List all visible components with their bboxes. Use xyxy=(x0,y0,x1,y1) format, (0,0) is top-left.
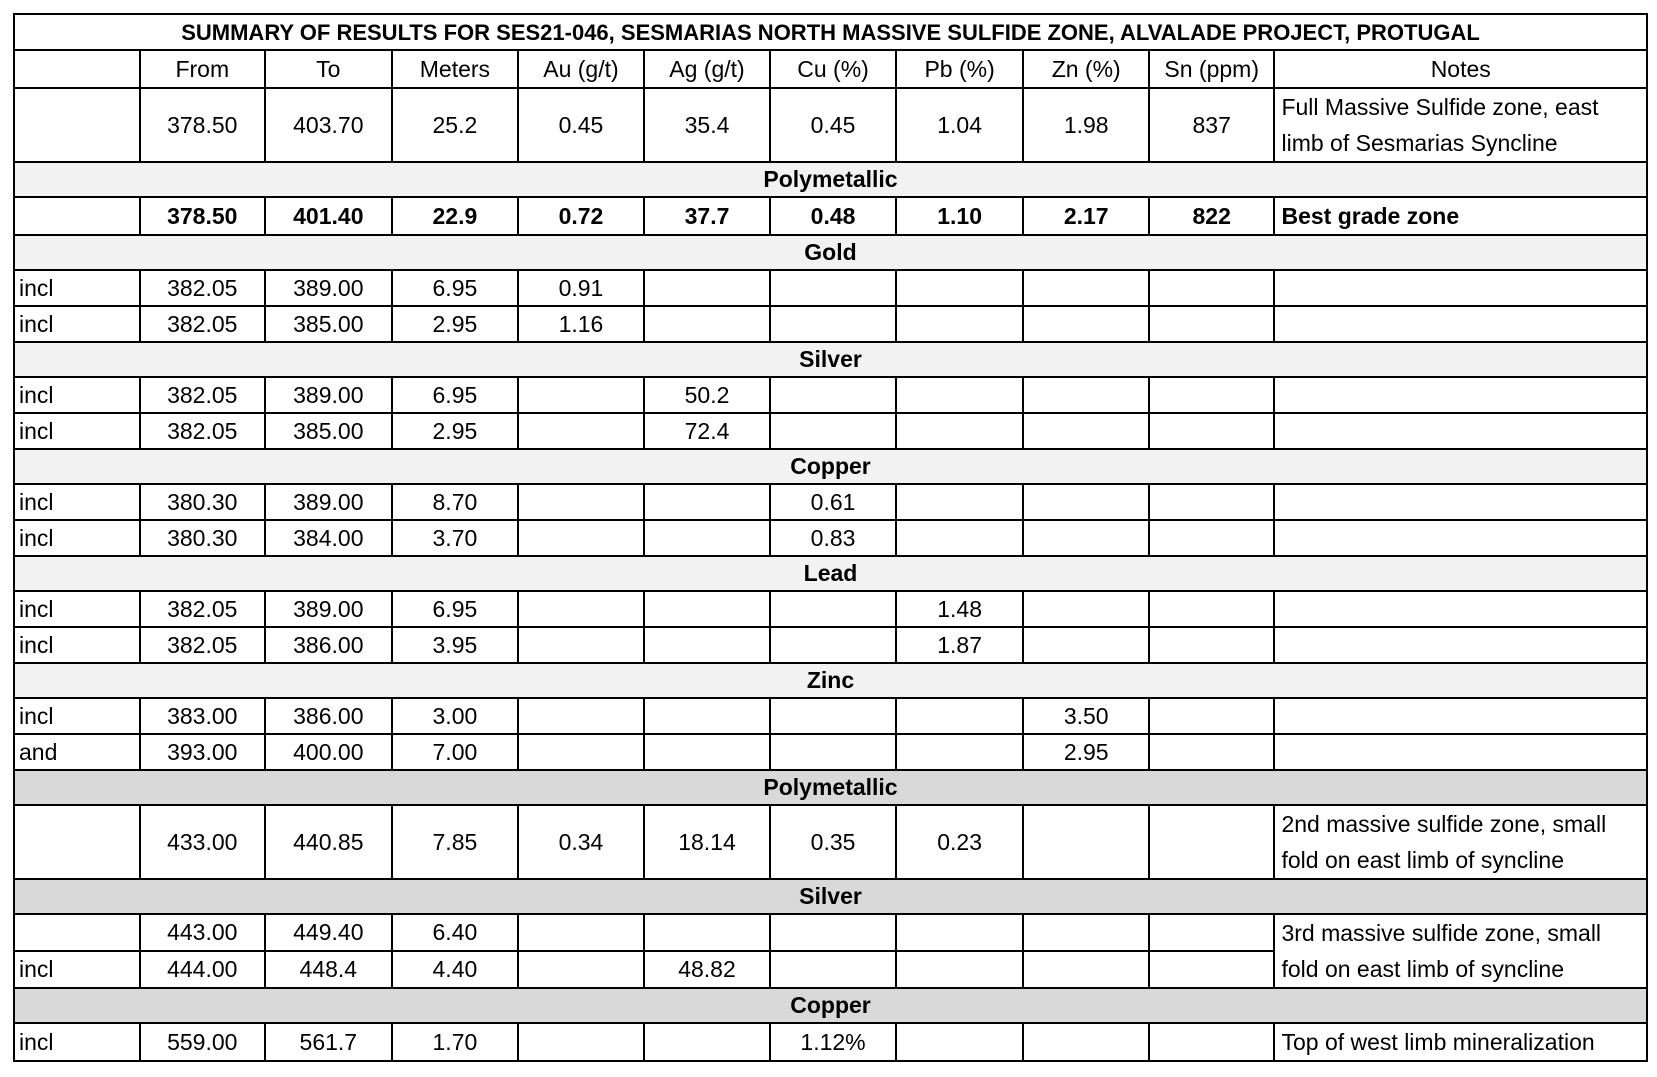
to-cell: 389.00 xyxy=(265,484,392,520)
cu-cell xyxy=(770,914,896,951)
ag-cell xyxy=(644,1023,771,1061)
sn-cell: 837 xyxy=(1149,88,1275,162)
ag-cell: 48.82 xyxy=(644,951,771,988)
cu-cell xyxy=(770,413,896,449)
interval-qualifier: incl xyxy=(14,484,140,520)
table-body xyxy=(14,14,1647,1061)
au-cell xyxy=(518,591,644,627)
results-summary-table xyxy=(13,13,1648,1062)
section-header-row xyxy=(14,449,1647,484)
cu-cell xyxy=(770,270,896,306)
to-cell: 389.00 xyxy=(265,591,392,627)
column-header: Pb (%) xyxy=(896,50,1024,88)
interval-qualifier: incl xyxy=(14,270,140,306)
au-cell xyxy=(518,413,644,449)
cu-cell xyxy=(770,377,896,413)
cu-cell xyxy=(770,951,896,988)
pb-cell: 1.04 xyxy=(896,88,1024,162)
interval-qualifier: incl xyxy=(14,627,140,663)
cu-cell xyxy=(770,627,896,663)
pb-cell xyxy=(896,951,1024,988)
ag-cell xyxy=(644,914,771,951)
interval-qualifier: incl xyxy=(14,520,140,556)
to-cell: 384.00 xyxy=(265,520,392,556)
notes-cell xyxy=(1274,627,1647,663)
cu-cell: 0.61 xyxy=(770,484,896,520)
section-header-row xyxy=(14,556,1647,591)
pb-cell xyxy=(896,413,1024,449)
interval-qualifier: incl xyxy=(14,413,140,449)
ag-cell xyxy=(644,591,771,627)
au-cell: 0.34 xyxy=(518,805,644,879)
au-cell xyxy=(518,520,644,556)
ag-cell xyxy=(644,520,771,556)
au-cell: 0.72 xyxy=(518,197,644,235)
to-cell: 386.00 xyxy=(265,627,392,663)
from-cell: 382.05 xyxy=(140,413,266,449)
cu-cell: 0.45 xyxy=(770,88,896,162)
au-cell xyxy=(518,951,644,988)
zn-cell: 1.98 xyxy=(1023,88,1149,162)
section-header-row xyxy=(14,988,1647,1023)
from-cell: 380.30 xyxy=(140,520,266,556)
interval-qualifier: and xyxy=(14,734,140,770)
table-row xyxy=(14,591,1647,627)
column-header: Zn (%) xyxy=(1023,50,1149,88)
interval-qualifier xyxy=(14,197,140,235)
zn-cell: 2.17 xyxy=(1023,197,1149,235)
ag-cell xyxy=(644,270,771,306)
section-header-row xyxy=(14,162,1647,197)
meters-cell: 2.95 xyxy=(392,413,519,449)
from-cell: 382.05 xyxy=(140,377,266,413)
notes-cell xyxy=(1274,698,1647,734)
section-label: Silver xyxy=(14,879,1647,914)
from-cell: 559.00 xyxy=(140,1023,266,1061)
table-row xyxy=(14,520,1647,556)
ag-cell xyxy=(644,484,771,520)
notes-cell: 2nd massive sulfide zone, small fold on east limb of syncline xyxy=(1274,805,1647,879)
interval-qualifier: incl xyxy=(14,1023,140,1061)
sn-cell xyxy=(1149,698,1275,734)
pb-cell xyxy=(896,1023,1024,1061)
cu-cell: 1.12% xyxy=(770,1023,896,1061)
zn-cell xyxy=(1023,306,1149,342)
meters-cell: 22.9 xyxy=(392,197,519,235)
table-row xyxy=(14,734,1647,770)
ag-cell: 35.4 xyxy=(644,88,771,162)
from-cell: 382.05 xyxy=(140,306,266,342)
ag-cell xyxy=(644,698,771,734)
from-cell: 393.00 xyxy=(140,734,266,770)
pb-cell: 1.48 xyxy=(896,591,1024,627)
zn-cell xyxy=(1023,914,1149,951)
section-label: Copper xyxy=(14,449,1647,484)
sn-cell xyxy=(1149,1023,1275,1061)
section-label: Silver xyxy=(14,342,1647,377)
cu-cell xyxy=(770,698,896,734)
table-row xyxy=(14,413,1647,449)
zn-cell xyxy=(1023,805,1149,879)
from-cell: 382.05 xyxy=(140,591,266,627)
notes-cell: Best grade zone xyxy=(1274,197,1647,235)
interval-qualifier: incl xyxy=(14,377,140,413)
zn-cell xyxy=(1023,484,1149,520)
sn-cell xyxy=(1149,520,1275,556)
from-cell: 382.05 xyxy=(140,627,266,663)
to-cell: 389.00 xyxy=(265,270,392,306)
ag-cell: 50.2 xyxy=(644,377,771,413)
sn-cell xyxy=(1149,734,1275,770)
au-cell xyxy=(518,484,644,520)
zn-cell xyxy=(1023,591,1149,627)
to-cell: 400.00 xyxy=(265,734,392,770)
interval-qualifier: incl xyxy=(14,306,140,342)
to-cell: 386.00 xyxy=(265,698,392,734)
section-label: Zinc xyxy=(14,663,1647,698)
cu-cell: 0.35 xyxy=(770,805,896,879)
notes-cell xyxy=(1274,306,1647,342)
pb-cell xyxy=(896,914,1024,951)
to-cell: 389.00 xyxy=(265,377,392,413)
sn-cell xyxy=(1149,951,1275,988)
column-header: Notes xyxy=(1274,50,1647,88)
notes-cell: Full Massive Sulfide zone, east limb of Sesmarias Syncline xyxy=(1274,88,1647,162)
pb-cell xyxy=(896,734,1024,770)
section-label: Copper xyxy=(14,988,1647,1023)
interval-qualifier: incl xyxy=(14,951,140,988)
pb-cell: 1.87 xyxy=(896,627,1024,663)
to-cell: 385.00 xyxy=(265,306,392,342)
pb-cell xyxy=(896,698,1024,734)
to-cell: 449.40 xyxy=(265,914,392,951)
cu-cell: 0.83 xyxy=(770,520,896,556)
ag-cell xyxy=(644,627,771,663)
table-row xyxy=(14,484,1647,520)
from-cell: 443.00 xyxy=(140,914,266,951)
column-header: Sn (ppm) xyxy=(1149,50,1275,88)
table-row xyxy=(14,88,1647,162)
table-row xyxy=(14,698,1647,734)
column-header: Au (g/t) xyxy=(518,50,644,88)
notes-cell xyxy=(1274,413,1647,449)
section-label: Polymetallic xyxy=(14,162,1647,197)
au-cell xyxy=(518,914,644,951)
sn-cell xyxy=(1149,377,1275,413)
to-cell: 561.7 xyxy=(265,1023,392,1061)
from-cell: 378.50 xyxy=(140,197,266,235)
meters-cell: 3.00 xyxy=(392,698,519,734)
meters-cell: 8.70 xyxy=(392,484,519,520)
to-cell: 448.4 xyxy=(265,951,392,988)
cu-cell xyxy=(770,734,896,770)
cu-cell xyxy=(770,306,896,342)
pb-cell xyxy=(896,377,1024,413)
to-cell: 440.85 xyxy=(265,805,392,879)
sn-cell xyxy=(1149,591,1275,627)
section-header-row xyxy=(14,235,1647,270)
meters-cell: 25.2 xyxy=(392,88,519,162)
au-cell xyxy=(518,1023,644,1061)
ag-cell: 37.7 xyxy=(644,197,771,235)
notes-cell xyxy=(1274,734,1647,770)
meters-cell: 6.95 xyxy=(392,591,519,627)
sn-cell xyxy=(1149,270,1275,306)
notes-cell: 3rd massive sulfide zone, small fold on east limb of syncline xyxy=(1274,914,1647,988)
au-cell: 0.91 xyxy=(518,270,644,306)
meters-cell: 6.95 xyxy=(392,270,519,306)
column-header xyxy=(14,50,140,88)
column-header: Meters xyxy=(392,50,519,88)
sn-cell xyxy=(1149,805,1275,879)
ag-cell xyxy=(644,734,771,770)
pb-cell xyxy=(896,306,1024,342)
interval-qualifier: incl xyxy=(14,591,140,627)
zn-cell: 3.50 xyxy=(1023,698,1149,734)
au-cell: 0.45 xyxy=(518,88,644,162)
column-header: From xyxy=(140,50,266,88)
au-cell xyxy=(518,377,644,413)
table-title: SUMMARY OF RESULTS FOR SES21-046, SESMARIAS NORTH MASSIVE SULFIDE ZONE, ALVALADE PROJECT, PROTUGAL xyxy=(14,14,1647,50)
sn-cell xyxy=(1149,914,1275,951)
meters-cell: 1.70 xyxy=(392,1023,519,1061)
notes-cell xyxy=(1274,591,1647,627)
au-cell xyxy=(518,698,644,734)
from-cell: 382.05 xyxy=(140,270,266,306)
section-header-row xyxy=(14,770,1647,805)
meters-cell: 7.00 xyxy=(392,734,519,770)
zn-cell: 2.95 xyxy=(1023,734,1149,770)
table-row xyxy=(14,914,1647,951)
meters-cell: 6.40 xyxy=(392,914,519,951)
notes-cell xyxy=(1274,270,1647,306)
interval-qualifier xyxy=(14,805,140,879)
meters-cell: 2.95 xyxy=(392,306,519,342)
ag-cell: 18.14 xyxy=(644,805,771,879)
section-label: Polymetallic xyxy=(14,770,1647,805)
from-cell: 378.50 xyxy=(140,88,266,162)
au-cell: 1.16 xyxy=(518,306,644,342)
section-label: Gold xyxy=(14,235,1647,270)
notes-cell xyxy=(1274,520,1647,556)
section-label: Lead xyxy=(14,556,1647,591)
from-cell: 444.00 xyxy=(140,951,266,988)
table-row xyxy=(14,270,1647,306)
pb-cell xyxy=(896,270,1024,306)
zn-cell xyxy=(1023,377,1149,413)
table-row xyxy=(14,306,1647,342)
from-cell: 383.00 xyxy=(140,698,266,734)
sn-cell xyxy=(1149,484,1275,520)
zn-cell xyxy=(1023,520,1149,556)
meters-cell: 7.85 xyxy=(392,805,519,879)
sn-cell xyxy=(1149,306,1275,342)
ag-cell xyxy=(644,306,771,342)
table-row xyxy=(14,627,1647,663)
zn-cell xyxy=(1023,951,1149,988)
zn-cell xyxy=(1023,1023,1149,1061)
column-header: Ag (g/t) xyxy=(644,50,771,88)
to-cell: 401.40 xyxy=(265,197,392,235)
meters-cell: 3.95 xyxy=(392,627,519,663)
table-row xyxy=(14,377,1647,413)
section-header-row xyxy=(14,879,1647,914)
cu-cell: 0.48 xyxy=(770,197,896,235)
pb-cell xyxy=(896,520,1024,556)
meters-cell: 4.40 xyxy=(392,951,519,988)
meters-cell: 3.70 xyxy=(392,520,519,556)
column-header: To xyxy=(265,50,392,88)
zn-cell xyxy=(1023,413,1149,449)
interval-qualifier xyxy=(14,914,140,951)
sn-cell xyxy=(1149,627,1275,663)
pb-cell xyxy=(896,484,1024,520)
pb-cell: 1.10 xyxy=(896,197,1024,235)
section-header-row xyxy=(14,342,1647,377)
to-cell: 385.00 xyxy=(265,413,392,449)
notes-cell: Top of west limb mineralization xyxy=(1274,1023,1647,1061)
table-row xyxy=(14,805,1647,879)
interval-qualifier: incl xyxy=(14,698,140,734)
ag-cell: 72.4 xyxy=(644,413,771,449)
au-cell xyxy=(518,734,644,770)
notes-cell xyxy=(1274,484,1647,520)
interval-qualifier xyxy=(14,88,140,162)
meters-cell: 6.95 xyxy=(392,377,519,413)
section-header-row xyxy=(14,663,1647,698)
title-row xyxy=(14,14,1647,50)
pb-cell: 0.23 xyxy=(896,805,1024,879)
from-cell: 380.30 xyxy=(140,484,266,520)
sn-cell: 822 xyxy=(1149,197,1275,235)
zn-cell xyxy=(1023,627,1149,663)
au-cell xyxy=(518,627,644,663)
sn-cell xyxy=(1149,413,1275,449)
zn-cell xyxy=(1023,270,1149,306)
to-cell: 403.70 xyxy=(265,88,392,162)
header-row xyxy=(14,50,1647,88)
notes-cell xyxy=(1274,377,1647,413)
table-row xyxy=(14,1023,1647,1061)
column-header: Cu (%) xyxy=(770,50,896,88)
from-cell: 433.00 xyxy=(140,805,266,879)
table-row xyxy=(14,197,1647,235)
cu-cell xyxy=(770,591,896,627)
